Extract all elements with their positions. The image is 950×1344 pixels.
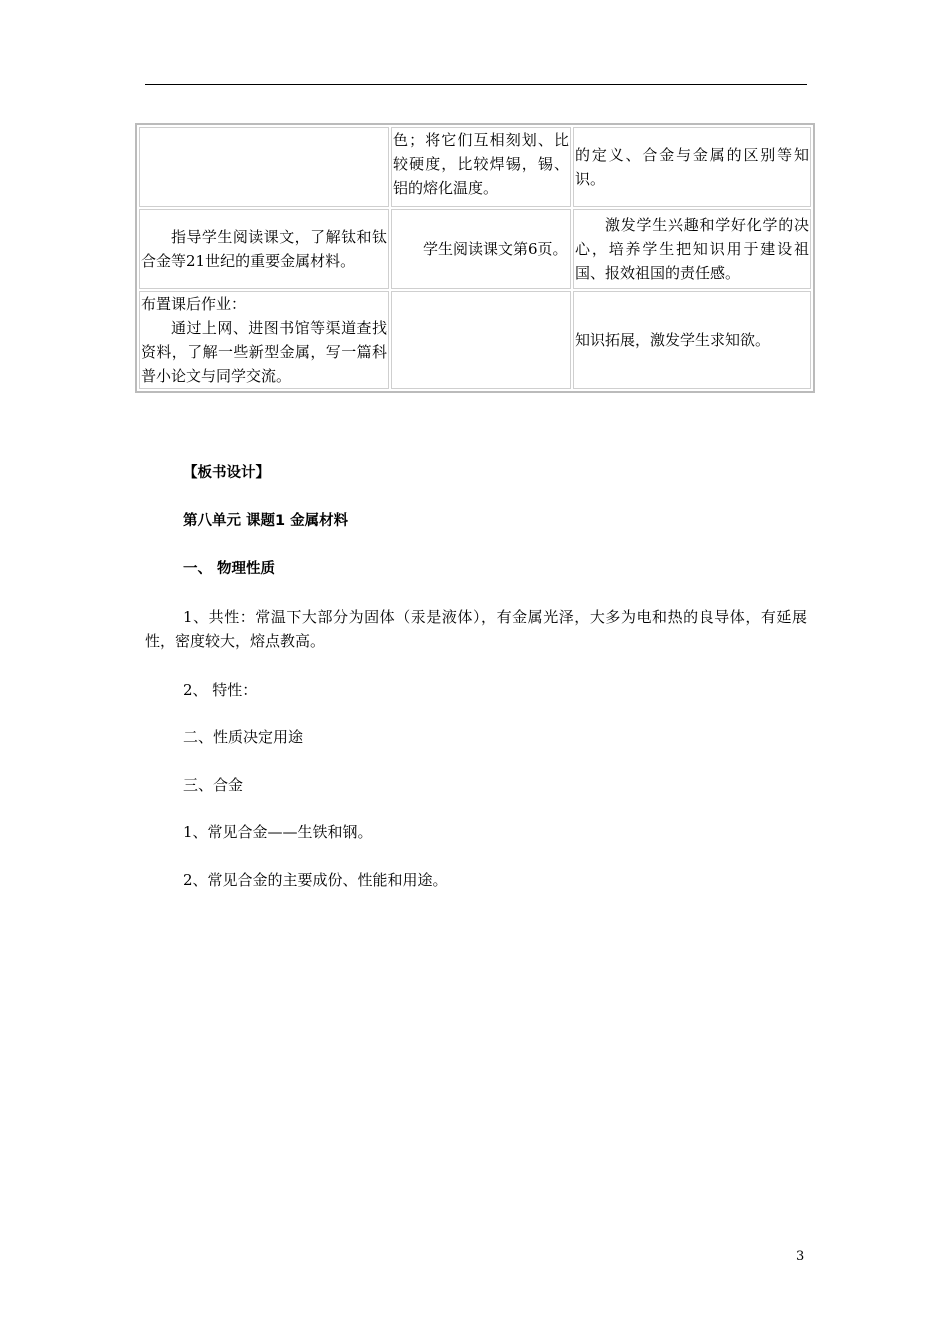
section-uses: 二、性质决定用途 (183, 728, 304, 746)
board-heading: 【板书设计】 (183, 465, 270, 481)
table-cell: 激发学生兴趣和学好化学的决心，培养学生把知识用于建设祖国、报效祖国的责任感。 (573, 209, 811, 289)
board-title: 第八单元 课题1 金属材料 (183, 513, 349, 529)
section-physical-properties: 一、 物理性质 (183, 561, 276, 577)
table-cell: 指导学生阅读课文，了解钛和钛合金等21世纪的重要金属材料。 (139, 209, 389, 289)
paragraph-common-alloys: 1、常见合金——生铁和钢。 (183, 823, 373, 841)
table-cell: 知识拓展，激发学生求知欲。 (573, 291, 811, 389)
table-row (139, 209, 811, 289)
table-cell: 学生阅读课文第6页。 (391, 209, 571, 289)
homework-label: 布置课后作业： (141, 295, 247, 313)
lesson-table (135, 123, 815, 393)
table-cell: 色；将它们互相刻划、比较硬度，比较焊锡，锡、铝的熔化温度。 (391, 127, 571, 207)
table-cell (139, 127, 389, 207)
homework-text: 通过上网、进图书馆等渠道查找资料，了解一些新型金属，写一篇科普小论文与同学交流。 (141, 319, 387, 385)
paragraph-alloy-details: 2、常见合金的主要成份、性能和用途。 (183, 871, 448, 889)
header-rule (145, 84, 807, 85)
paragraph-common-properties: 1、共性：常温下大部分为固体（汞是液体），有金属光泽，大多为电和热的良导体，有延展性，密度较大，熔点教高。 (145, 608, 807, 650)
table-row (139, 291, 811, 389)
table-cell (391, 291, 571, 389)
table-row (139, 127, 811, 207)
table-cell (139, 291, 389, 389)
page-number: 3 (796, 1249, 805, 1264)
section-alloys: 三、合金 (183, 776, 244, 794)
paragraph-special-properties: 2、 特性： (183, 681, 258, 699)
table-cell: 的定义、合金与金属的区别等知识。 (573, 127, 811, 207)
